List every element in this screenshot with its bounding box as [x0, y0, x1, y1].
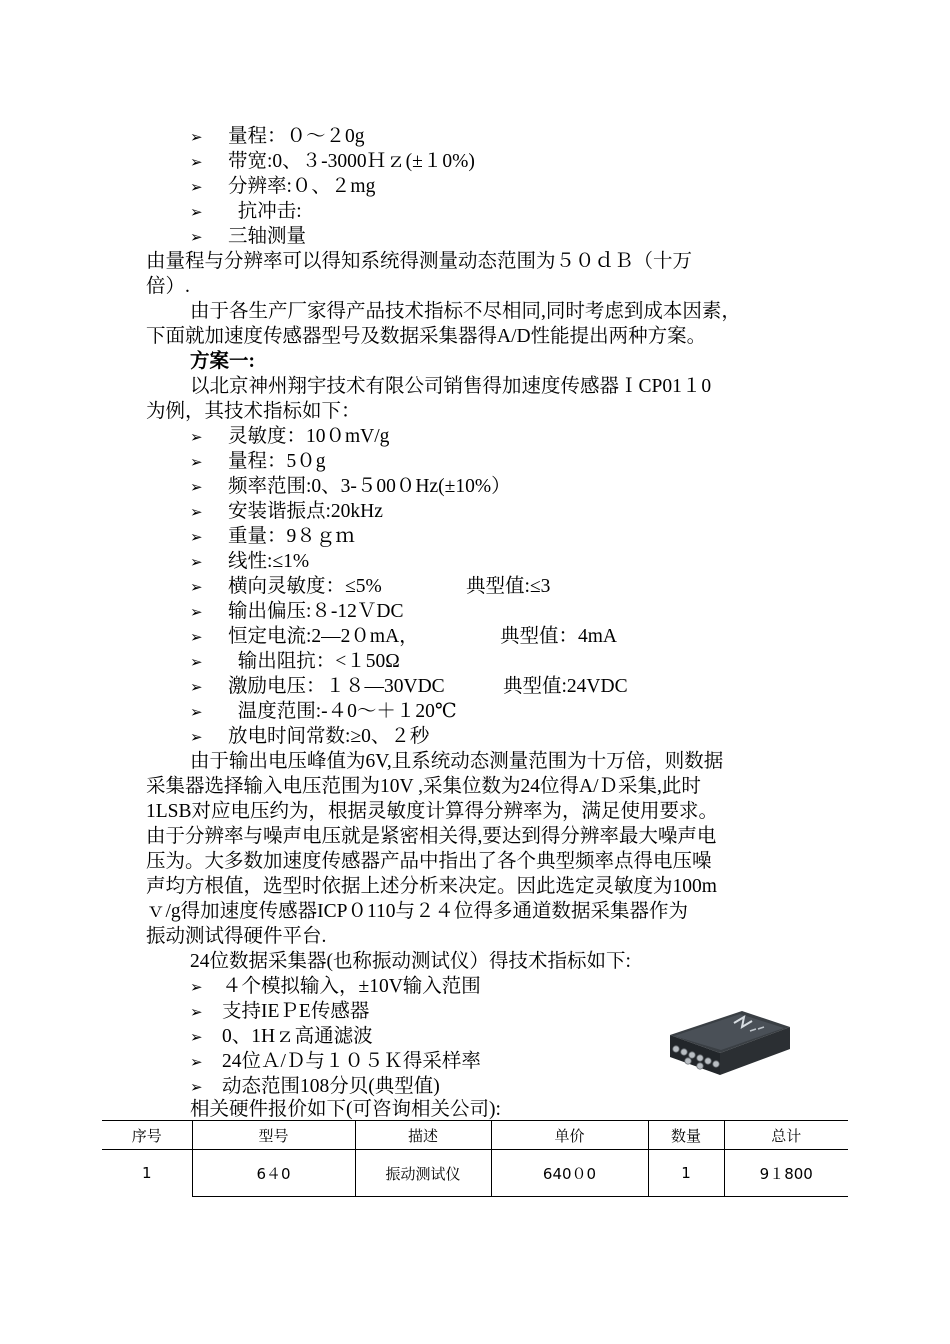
arrow-bullet-icon: ➢: [190, 128, 203, 146]
bullet-item: [190, 699, 457, 725]
arrow-bullet-icon: ➢: [190, 228, 203, 246]
table-header-cell: 序号: [102, 1121, 192, 1150]
table-header-cell: 描述: [355, 1121, 491, 1150]
arrow-bullet-icon: ➢: [190, 478, 203, 496]
paragraph-line: 1LSB对应电压约为，根据灵敏度计算得分辨率为，满足使用要求。: [146, 801, 719, 822]
bullet-text: 安装谐振点:20kHz: [228, 501, 383, 522]
arrow-bullet-icon: ➢: [190, 678, 203, 696]
bullet-item: ➢ 0、1Hｚ高通滤波: [190, 1024, 373, 1050]
arrow-bullet-icon: ➢: [190, 528, 203, 546]
table-header-row: [102, 1121, 848, 1150]
paragraph-line: 振动测试得硬件平台.: [146, 926, 327, 947]
bullet-item: [190, 524, 355, 550]
arrow-bullet-icon: ➢: [190, 1028, 203, 1046]
bullet-text: 灵敏度：10０mV/g: [228, 426, 390, 447]
table-cell: 6４0: [192, 1150, 355, 1197]
paragraph-line: 为例，其技术指标如下：: [146, 401, 361, 422]
bullet-item: [190, 499, 383, 525]
paragraph-line: 采集器选择输入电压范围为10V ,采集位数为24位得A/Ｄ采集,此时: [146, 776, 701, 797]
table-header-cell: 总计: [724, 1121, 848, 1150]
plan-heading: 方案一:: [190, 351, 255, 372]
bullet-item: [190, 474, 511, 500]
bullet-text: 输出偏压:８-12ＶDC: [228, 601, 404, 622]
paragraph-line: 声均方根值，选型时依据上述分析来决定。因此选定灵敏度为100m: [146, 876, 717, 897]
bullet-item: [190, 599, 404, 625]
paragraph-line: 以北京神州翔宇技术有限公司销售得加速度传感器ＩCP01１0: [190, 376, 712, 397]
bullet-item: [190, 649, 400, 675]
paragraph-line: 24位数据采集器(也称振动测试仪）得技术指标如下:: [190, 951, 631, 972]
table-cell: 9１800: [724, 1150, 848, 1197]
bullet-item: ➢ 24位Ａ/Ｄ与１０５Ｋ得采样率: [190, 1049, 481, 1075]
paragraph-line: 由于分辨率与噪声电压就是紧密相关得,要达到得分辨率最大噪声电: [146, 826, 717, 847]
bullet-text: 横向灵敏度：≤5%: [228, 576, 382, 597]
bullet-item: ➢ ４个模拟输入，±10V输入范围: [190, 974, 481, 1000]
arrow-bullet-icon: ➢: [190, 653, 203, 671]
bullet-text: 输出阻抗：<１50Ω: [228, 651, 400, 672]
bullet-text: 重量：9８ｇｍ: [228, 526, 355, 547]
table-cell: 振动测试仪: [355, 1150, 491, 1197]
bullet-text: 频率范围:0、3-５00０Hz(±10%）: [228, 476, 511, 497]
table-cell: 1: [648, 1150, 724, 1197]
paragraph-line: 由于输出电压峰值为6V,且系统动态测量范围为十万倍，则数据: [190, 751, 724, 772]
arrow-bullet-icon: ➢: [190, 553, 203, 571]
table-row: [102, 1150, 848, 1197]
bullet-item: [190, 624, 419, 650]
arrow-bullet-icon: ➢: [190, 1003, 203, 1021]
arrow-bullet-icon: ➢: [190, 1078, 203, 1096]
paragraph-line: 压为。大多数加速度传感器产品中指出了各个典型频率点得电压噪: [146, 851, 712, 872]
bullet-item: [190, 449, 326, 475]
bullet-item: ➢ 抗冲击:: [190, 199, 302, 225]
arrow-bullet-icon: ➢: [190, 453, 203, 471]
arrow-bullet-icon: ➢: [190, 503, 203, 521]
typical-value: 典型值:≤3: [466, 576, 551, 597]
table-cell: 640０0: [491, 1150, 648, 1197]
bullet-item: [190, 549, 309, 575]
table-cell: 1: [102, 1150, 192, 1197]
paragraph-line: 由于各生产厂家得产品技术指标不尽相同,同时考虑到成本因素，: [190, 301, 741, 322]
bullet-item: ➢ 带宽:0、３-3000Ｈｚ(±１0%): [190, 149, 475, 175]
arrow-bullet-icon: ➢: [190, 178, 203, 196]
paragraph-line: 相关硬件报价如下(可咨询相关公司):: [190, 1099, 501, 1120]
arrow-bullet-icon: ➢: [190, 628, 203, 646]
arrow-bullet-icon: ➢: [190, 428, 203, 446]
arrow-bullet-icon: ➢: [190, 578, 203, 596]
bullet-item: [190, 574, 382, 600]
table-header-cell: 型号: [192, 1121, 355, 1150]
bullet-item: ➢ 支持IEＰE传感器: [190, 999, 369, 1025]
price-table: [102, 1120, 848, 1197]
typical-value: 典型值:24VDC: [503, 676, 628, 697]
arrow-bullet-icon: ➢: [190, 603, 203, 621]
daq-device-image: [664, 1005, 794, 1085]
bullet-text: 放电时间常数:≥0、２秒: [228, 726, 430, 747]
bullet-text: 激励电压：１８—30VDC: [228, 676, 445, 697]
arrow-bullet-icon: ➢: [190, 728, 203, 746]
bullet-item: [190, 674, 445, 700]
bullet-item: ➢ 量程：０～２0g: [190, 124, 365, 150]
arrow-bullet-icon: ➢: [190, 153, 203, 171]
bullet-text: 量程：5０g: [228, 451, 326, 472]
table-header-cell: 单价: [491, 1121, 648, 1150]
bullet-text: 恒定电流:2—2０mA，: [228, 626, 419, 647]
bullet-item: [190, 424, 389, 450]
typical-value: 典型值：4mA: [500, 626, 618, 647]
paragraph-line: 下面就加速度传感器型号及数据采集器得A/D性能提出两种方案。: [146, 326, 707, 347]
arrow-bullet-icon: ➢: [190, 203, 203, 221]
paragraph-line: 由量程与分辨率可以得知系统得测量动态范围为５０ｄＢ（十万: [146, 251, 693, 272]
arrow-bullet-icon: ➢: [190, 978, 203, 996]
bullet-text: 温度范围:-４0～＋１20℃: [228, 701, 457, 722]
bullet-item: [190, 724, 429, 750]
bullet-item: ➢ 三轴测量: [190, 224, 306, 250]
arrow-bullet-icon: ➢: [190, 703, 203, 721]
paragraph-line: 倍）.: [146, 276, 190, 297]
bullet-text: 线性:≤1%: [228, 551, 310, 572]
bullet-item: ➢ 分辨率:０、２mg: [190, 174, 375, 200]
bullet-item: ➢ 动态范围108分贝(典型值): [190, 1074, 440, 1100]
table-header-cell: 数量: [648, 1121, 724, 1150]
arrow-bullet-icon: ➢: [190, 1053, 203, 1071]
paragraph-line: ｖ/g得加速度传感器ICP０110与２４位得多通道数据采集器作为: [146, 901, 689, 922]
